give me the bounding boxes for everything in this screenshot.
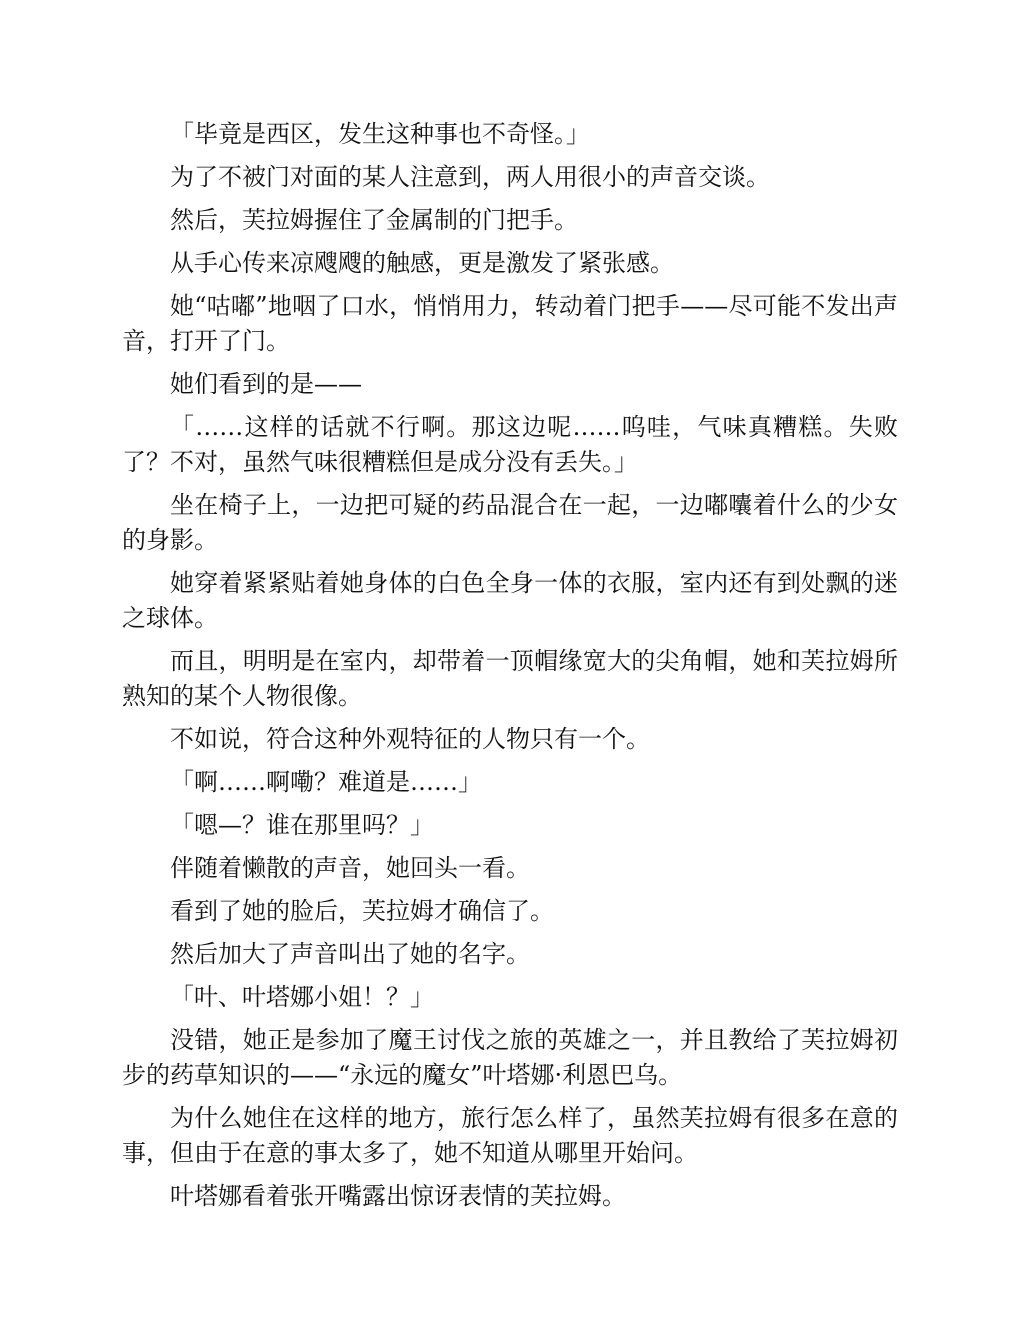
paragraph-16: 然后加大了声音叫出了她的名字。 — [170, 940, 530, 968]
paragraph-10: 而且，明明是在室内，却带着一顶帽缘宽大的尖角帽，她和芙拉姆所熟知的某个人物很像。 — [122, 647, 898, 710]
paragraph-14: 伴随着懒散的声音，她回头一看。 — [170, 854, 530, 882]
paragraph-12: 「啊……啊嘞？难道是……」 — [170, 768, 482, 796]
paragraph-18: 没错，她正是参加了魔王讨伐之旅的英雄之一，并且教给了芙拉姆初步的药草知识的——“永远的魔女”叶塔娜·利恩巴乌。 — [122, 1026, 898, 1089]
paragraph-3: 然后，芙拉姆握住了金属制的门把手。 — [170, 206, 578, 234]
paragraph-17: 「叶、叶塔娜小姐！？」 — [170, 983, 434, 1011]
document-page — [122, 117, 898, 1222]
paragraph-6: 她们看到的是—— — [170, 370, 362, 398]
paragraph-9: 她穿着紧紧贴着她身体的白色全身一体的衣服，室内还有到处飘的迷之球体。 — [122, 569, 898, 632]
paragraph-11: 不如说，符合这种外观特征的人物只有一个。 — [170, 725, 650, 753]
paragraph-20: 叶塔娜看着张开嘴露出惊讶表情的芙拉姆。 — [170, 1182, 626, 1210]
paragraph-8: 坐在椅子上，一边把可疑的药品混合在一起，一边嘟囔着什么的少女的身影。 — [122, 491, 898, 554]
paragraph-4: 从手心传来凉飕飕的触感，更是激发了紧张感。 — [170, 249, 674, 277]
paragraph-13: 「嗯—？谁在那里吗？」 — [170, 811, 434, 839]
paragraph-2: 为了不被门对面的某人注意到，两人用很小的声音交谈。 — [170, 163, 770, 191]
paragraph-5: 她“咕嘟”地咽了口水，悄悄用力，转动着门把手——尽可能不发出声音，打开了门。 — [122, 292, 898, 355]
paragraph-1: 「毕竟是西区，发生这种事也不奇怪。」 — [170, 120, 590, 148]
paragraph-15: 看到了她的脸后，芙拉姆才确信了。 — [170, 897, 554, 925]
paragraph-7: 「……这样的话就不行啊。那这边呢……呜哇，气味真糟糕。失败了？不对，虽然气味很糟糕但是成分没有丢失。」 — [122, 413, 898, 476]
paragraph-19: 为什么她住在这样的地方，旅行怎么样了，虽然芙拉姆有很多在意的事，但由于在意的事太多了，她不知道从哪里开始问。 — [122, 1104, 898, 1167]
